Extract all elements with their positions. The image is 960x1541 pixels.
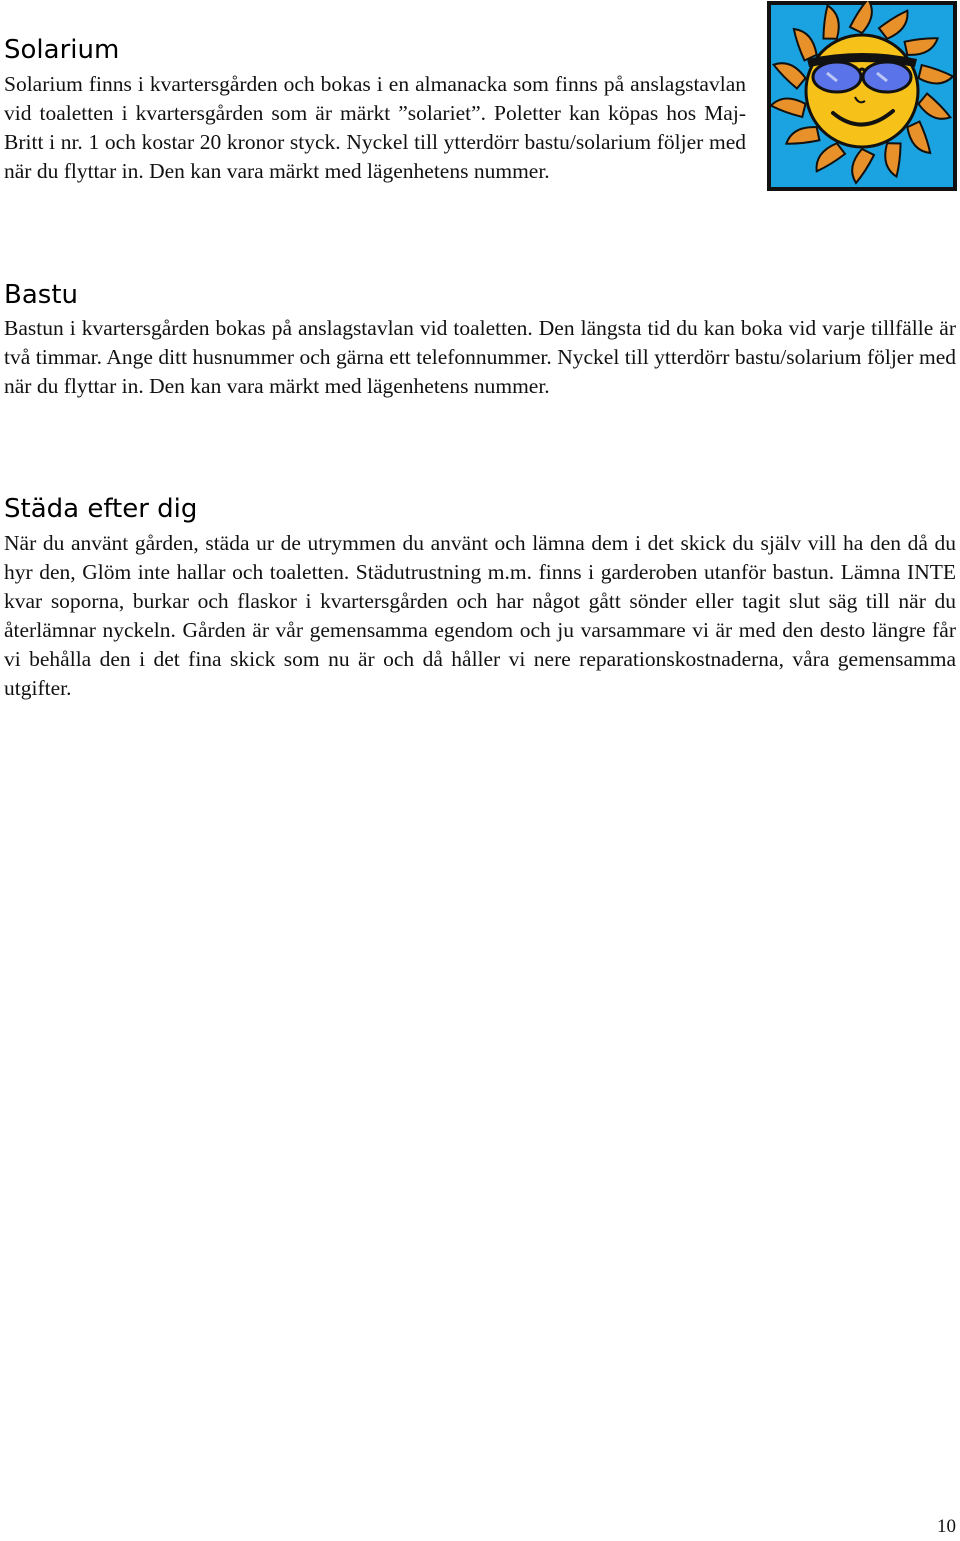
heading-solarium: Solarium — [4, 35, 120, 65]
paragraph-stada-efter-dig: När du använt gården, städa ur de utrymmen du använt och lämna dem i det skick du själv vill ha den då du hyr den, Glöm inte hallar och toaletten. Städutrustning m.m. finns i garderoben utanför bastun. Lämna INTE kvar soporna, burkar och flaskor i kvartersgården och har något gått sönder eller tagit slut säg till när du återlämnar nyckeln. Gården är vår gemensamma egendom och ju varsammare vi är med den desto längre får vi behålla den i det fina skick som nu är och då håller vi nere reparationskostnaderna, våra gemensamma utgifter. — [4, 531, 956, 700]
sun-with-sunglasses-icon — [767, 1, 957, 191]
heading-bastu: Bastu — [4, 280, 78, 310]
paragraph-bastu: Bastun i kvartersgården bokas på anslagstavlan vid toaletten. Den längsta tid du kan boka vid varje tillfälle är två timmar. Ange ditt husnummer och gärna ett telefonnummer. Nyckel till ytterdörr bastu/solarium följer med när du flyttar in. Den kan vara märkt med lägenhetens nummer. — [4, 316, 956, 398]
heading-stada-efter-dig: Städa efter dig — [4, 494, 198, 524]
paragraph-solarium: Solarium finns i kvartersgården och bokas i en almanacka som finns på anslagstavlan vid toaletten i kvartersgården som är märkt ”solariet”. Poletter kan köpas hos Maj-Britt i nr. 1 och kostar 20 kronor styck. Nyckel till ytterdörr bastu/solarium följer med när du flyttar in. Den kan vara märkt med lägenhetens nummer. — [4, 72, 746, 183]
page-number: 10 — [937, 1516, 956, 1537]
